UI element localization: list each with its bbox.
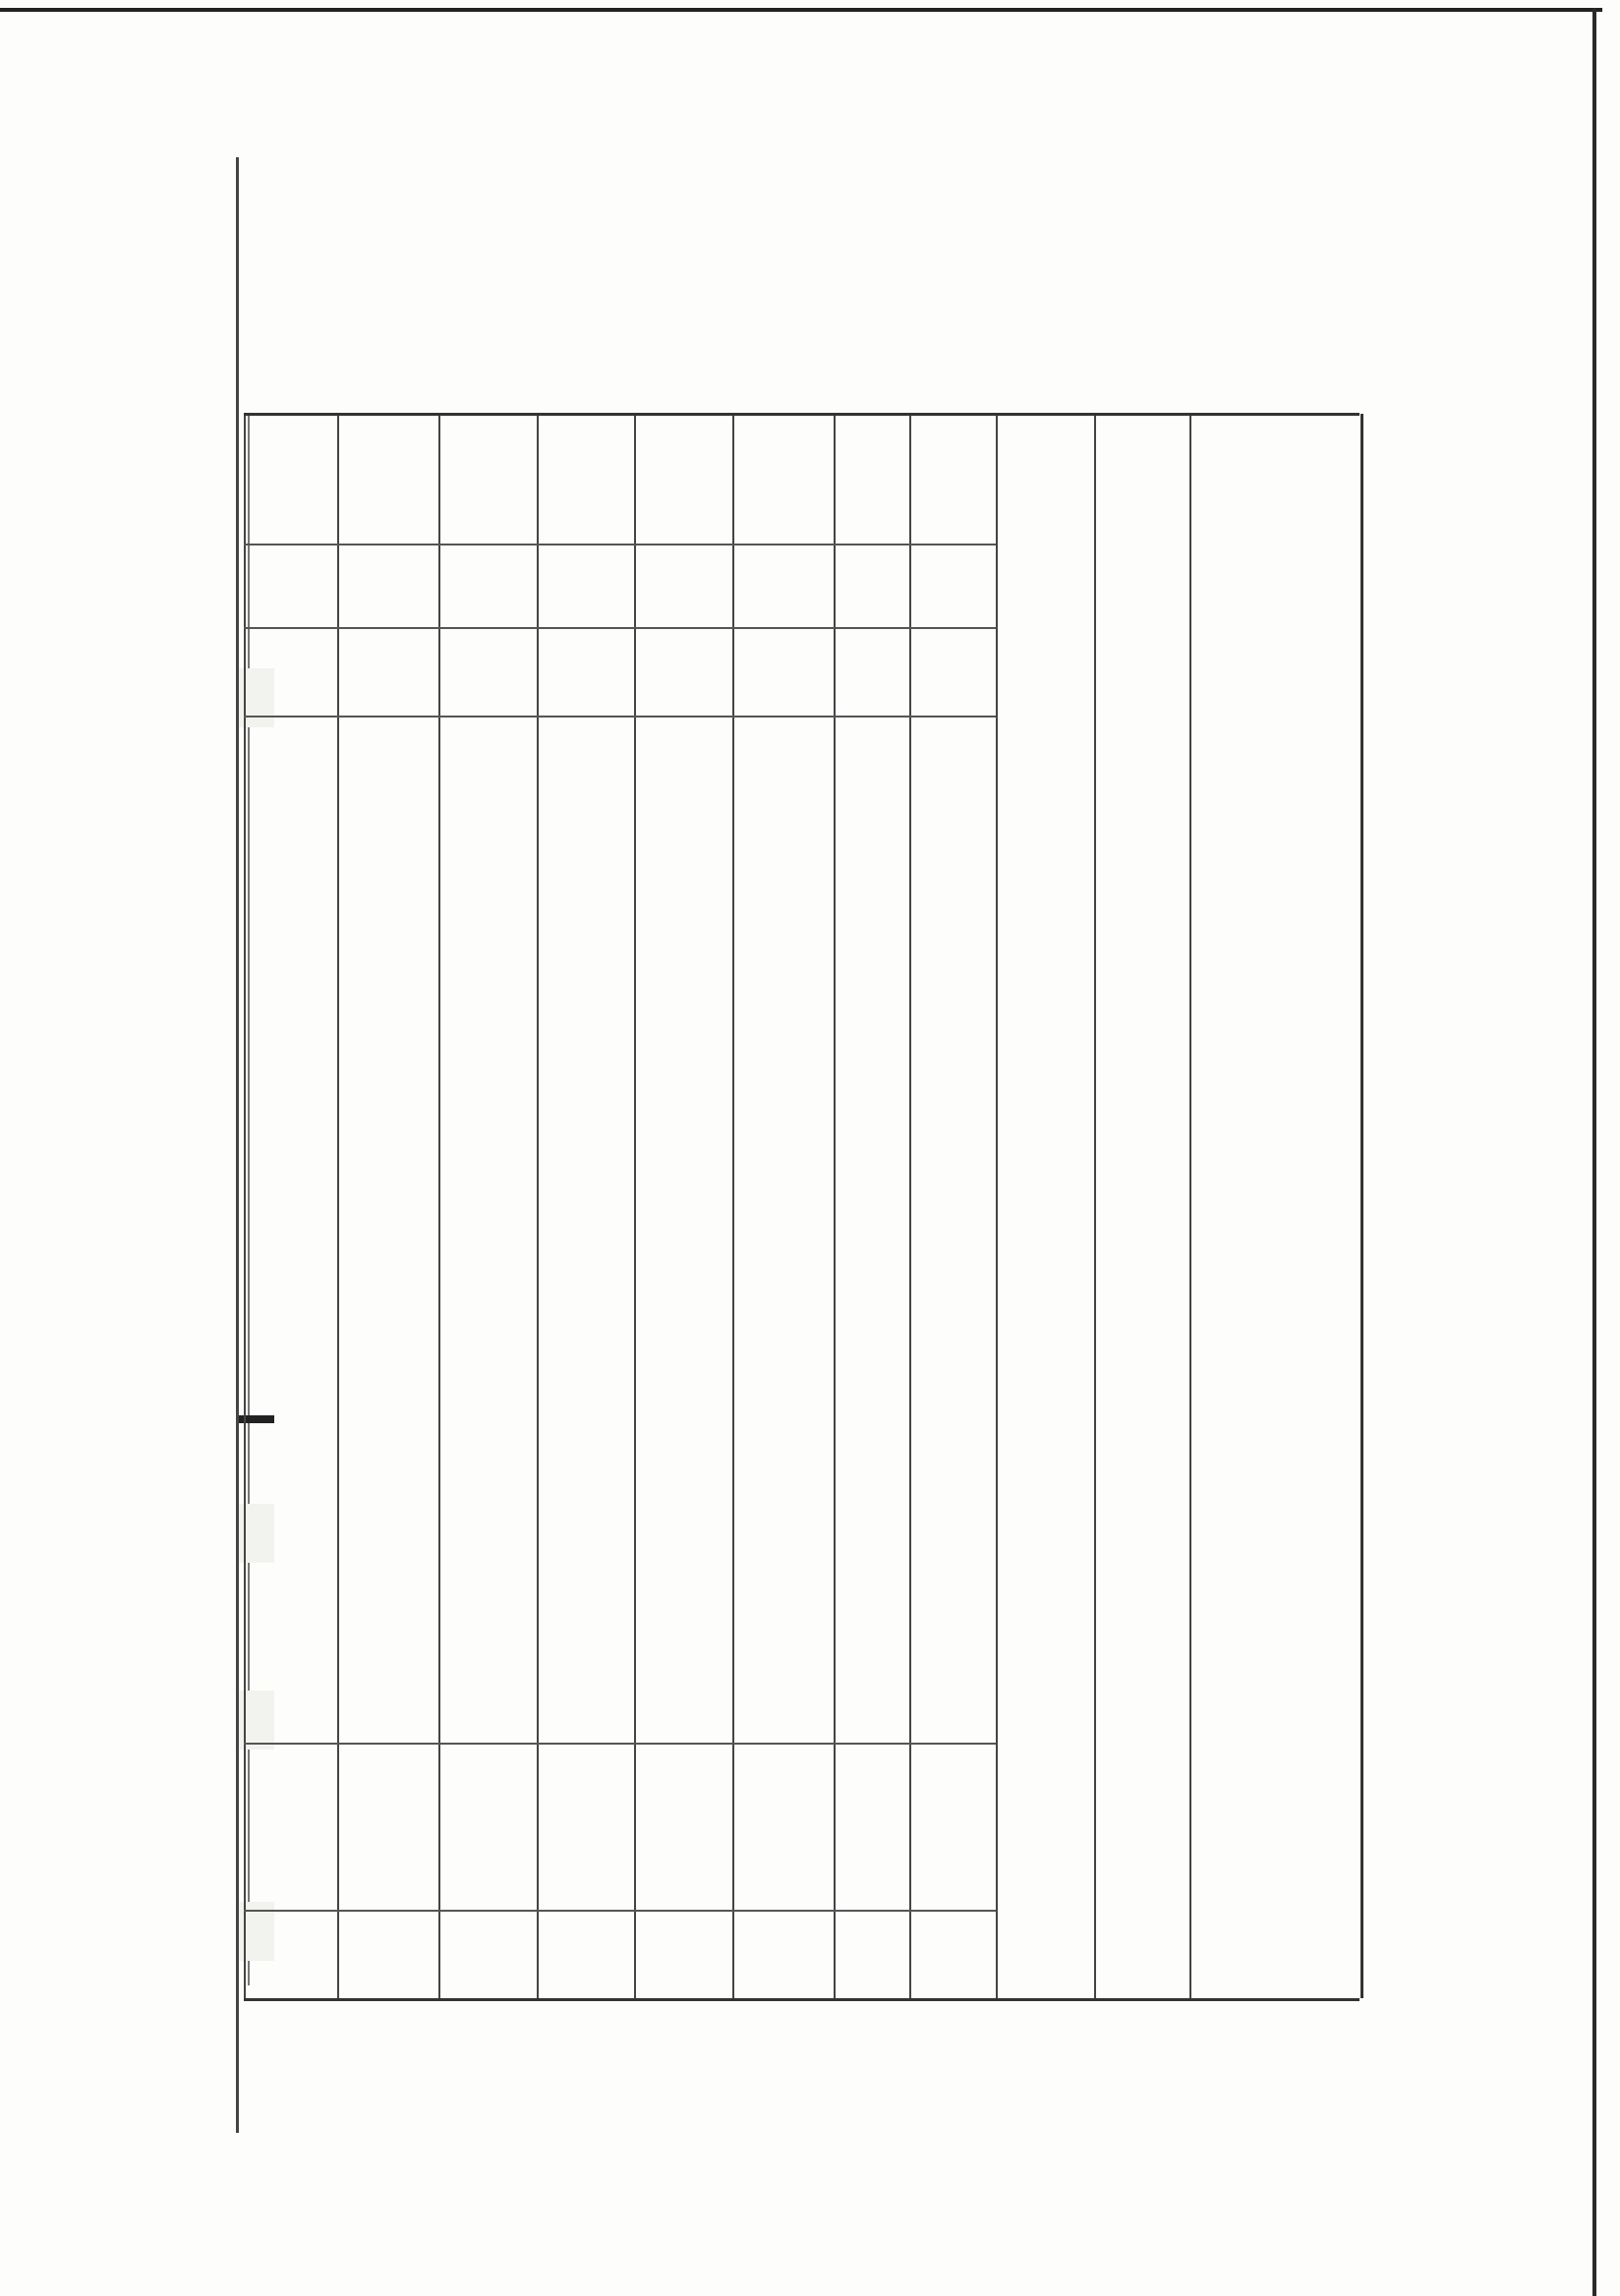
- column-divider: [996, 416, 998, 1998]
- column-divider: [834, 416, 836, 1998]
- field-divider: [244, 716, 996, 718]
- column-divider: [1094, 416, 1096, 1998]
- table-right-rule: [1360, 414, 1363, 1998]
- field-divider: [244, 1910, 996, 1912]
- column-divider: [438, 416, 440, 1998]
- column-divider: [244, 416, 246, 1998]
- column-divider: [732, 416, 734, 1998]
- field-divider: [244, 1743, 996, 1745]
- column-divider: [1189, 416, 1191, 1998]
- margin-rule: [236, 157, 239, 2133]
- page-top-edge: [0, 8, 1602, 12]
- agenda-table: [244, 413, 1360, 2001]
- column-divider: [537, 416, 539, 1998]
- field-divider: [244, 627, 996, 629]
- page-right-edge: [1592, 8, 1596, 2296]
- column-divider: [909, 416, 911, 1998]
- column-divider: [337, 416, 339, 1998]
- column-divider: [634, 416, 636, 1998]
- field-divider: [244, 544, 996, 545]
